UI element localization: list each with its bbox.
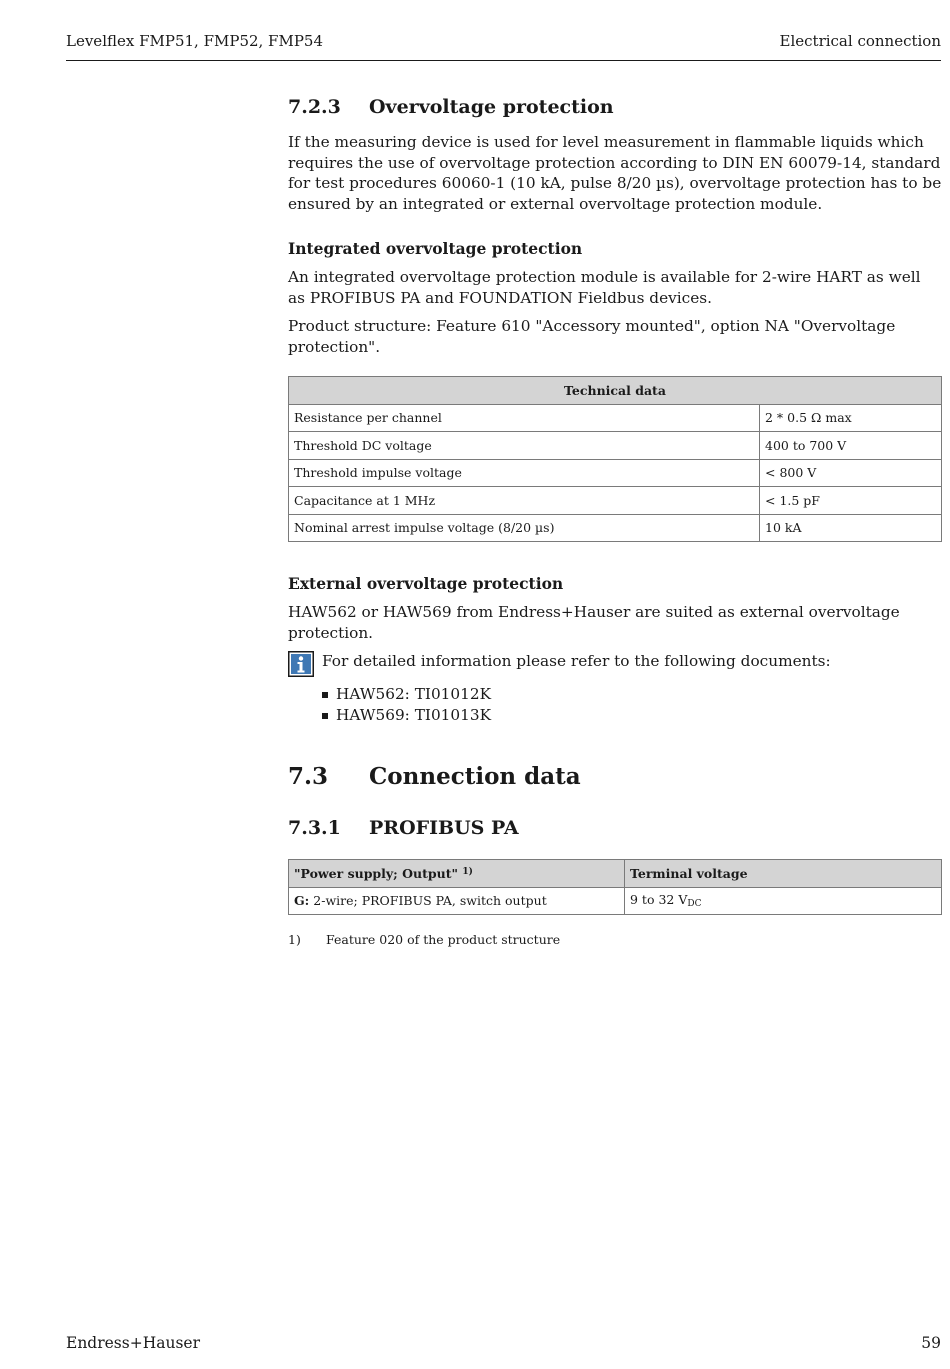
section-title: PROFIBUS PA bbox=[369, 817, 519, 839]
footnote bbox=[288, 932, 942, 947]
section-title: Connection data bbox=[369, 763, 581, 790]
section-heading-7-3-1 bbox=[288, 817, 942, 839]
section-heading-7-2-3 bbox=[288, 96, 942, 118]
integrated-paragraph: An integrated overvoltage protection module is available for 2-wire HART as well as PROFIBUS PA and FOUNDATION Fieldbus devices. bbox=[288, 268, 921, 307]
row-value: 10 kA bbox=[760, 514, 942, 542]
terminal-voltage-header: Terminal voltage bbox=[625, 860, 942, 888]
section-number: 7.2.3 bbox=[288, 96, 341, 118]
option-code: G: bbox=[294, 893, 310, 909]
row-label: Nominal arrest impulse voltage (8/20 µs) bbox=[289, 514, 760, 542]
row-value: 2 * 0.5 Ω max bbox=[760, 404, 942, 432]
voltage-range: 9 to 32 V bbox=[630, 892, 688, 908]
connection-data-table bbox=[288, 859, 942, 915]
list-item: HAW569: TI01013K bbox=[322, 705, 942, 726]
document-list bbox=[288, 684, 942, 725]
row-label: Threshold DC voltage bbox=[289, 432, 760, 460]
table-row bbox=[289, 404, 942, 432]
footnote-mark: 1) bbox=[288, 932, 301, 947]
table-row bbox=[289, 432, 942, 460]
section-number: 7.3 bbox=[288, 763, 329, 790]
intro-paragraph: If the measuring device is used for level measurement in flammable liquids which requires the use of overvoltage protection according to DIN EN 60079-14, standard for test procedures 60060-1 (10 kA, pulse 8/20 µs), overvoltage protection has to be ensured by an integrated or external overvoltage protection module. bbox=[288, 133, 942, 213]
external-heading: External overvoltage protection bbox=[288, 574, 564, 593]
row-label: Resistance per channel bbox=[289, 404, 760, 432]
page-header bbox=[66, 30, 941, 61]
row-value: < 1.5 pF bbox=[760, 487, 942, 515]
footer-company: Endress+Hauser bbox=[66, 1334, 200, 1352]
info-note bbox=[288, 651, 942, 677]
section-heading-7-3 bbox=[288, 763, 942, 790]
table-row bbox=[289, 887, 942, 915]
table-row bbox=[289, 487, 942, 515]
row-label: Threshold impulse voltage bbox=[289, 459, 760, 487]
footnote-text: Feature 020 of the product structure bbox=[326, 932, 561, 947]
header-title: Levelflex FMP51, FMP52, FMP54 bbox=[66, 32, 324, 50]
table-row bbox=[289, 459, 942, 487]
power-supply-header-text: "Power supply; Output" bbox=[294, 865, 459, 881]
row-label: Capacitance at 1 MHz bbox=[289, 487, 760, 515]
list-item: HAW562: TI01012K bbox=[322, 684, 942, 705]
power-supply-option bbox=[289, 887, 625, 915]
external-paragraph: HAW562 or HAW569 from Endress+Hauser are suited as external overvoltage protection. bbox=[288, 603, 900, 642]
power-supply-header bbox=[289, 860, 625, 888]
row-value: 400 to 700 V bbox=[760, 432, 942, 460]
integrated-heading: Integrated overvoltage protection bbox=[288, 239, 583, 258]
info-icon bbox=[288, 651, 314, 677]
technical-data-table bbox=[288, 376, 942, 542]
info-text: For detailed information please refer to the following documents: bbox=[322, 652, 831, 670]
product-structure-paragraph: Product structure: Feature 610 "Accessory mounted", option NA "Overvoltage protection". bbox=[288, 317, 896, 356]
option-text: 2-wire; PROFIBUS PA, switch output bbox=[309, 893, 547, 909]
voltage-subscript: DC bbox=[687, 899, 702, 910]
page-footer bbox=[66, 1334, 941, 1352]
table-row bbox=[289, 514, 942, 542]
section-number: 7.3.1 bbox=[288, 817, 341, 839]
section-title: Overvoltage protection bbox=[369, 96, 614, 118]
page-number: 59 bbox=[921, 1334, 941, 1352]
footnote-ref: 1) bbox=[462, 866, 473, 877]
row-value: < 800 V bbox=[760, 459, 942, 487]
header-chapter: Electrical connection bbox=[779, 32, 941, 50]
terminal-voltage-value bbox=[625, 887, 942, 915]
technical-data-header: Technical data bbox=[289, 377, 942, 405]
page-content bbox=[288, 96, 942, 947]
